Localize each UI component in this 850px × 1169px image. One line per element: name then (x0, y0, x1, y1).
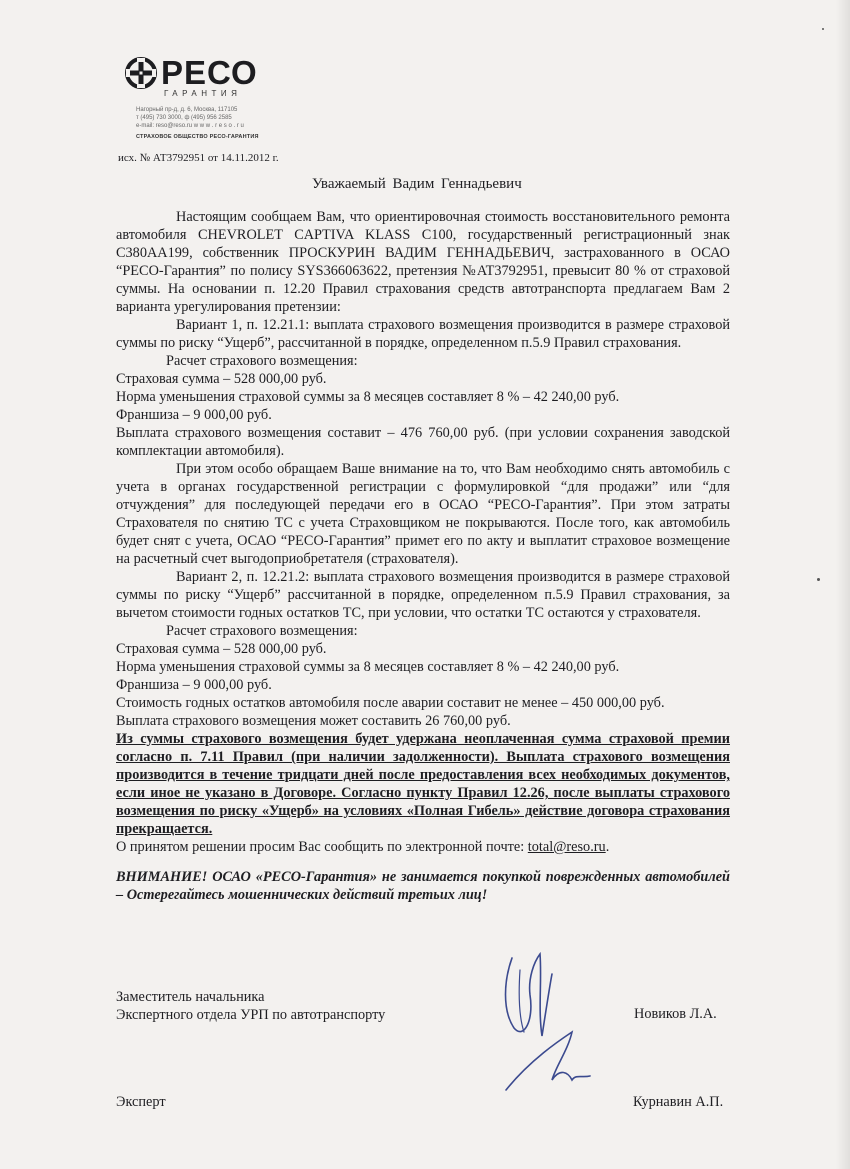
brand-name: РЕСО (161, 54, 258, 91)
paragraph-variant-2: Вариант 2, п. 12.21.2: выплата страхового возмещения производится в размере страховой суммы по риску “Ущерб” рассчитанной в порядке, определенном п.5.9 Правил страхования, за вычетом стоимости годных остатков ТС, при условии, что остатки ТС остаются у страхователя. (116, 569, 730, 621)
payout-2: Выплата страхового возмещения может составить 26 760,00 руб. (116, 713, 511, 729)
email-line-text: О принятом решении просим Вас сообщить по электронной почте: (116, 839, 528, 855)
reduction-1: Норма уменьшения страховой суммы за 8 месяцев составляет 8 % – 42 240,00 руб. (116, 389, 620, 405)
reso-cross-logo-icon (124, 56, 158, 90)
contact-phone: т (495) 730 3000, ф (495) 956 2585 (136, 115, 232, 121)
salvage-value: Стоимость годных остатков автомобиля после аварии составит не менее – 450 000,00 руб. (116, 695, 665, 711)
contacts (136, 106, 264, 130)
letterhead (124, 56, 264, 140)
scan-edge-shadow (836, 0, 850, 1169)
deputy-name: Новиков Л.А. (634, 1006, 717, 1022)
expert-title: Эксперт (116, 1094, 166, 1110)
scan-speck (822, 28, 824, 30)
email-line (116, 838, 730, 856)
calc-heading-2: Расчет страхового возмещения: (166, 623, 358, 639)
email-line-end: . (605, 839, 610, 855)
logo-row (124, 56, 264, 90)
calc-heading-1: Расчет страхового возмещения: (166, 353, 358, 369)
insured-sum-2: Страховая сумма – 528 000,00 руб. (116, 641, 327, 657)
email-link[interactable]: total@reso.ru (527, 839, 606, 855)
payout-1: Выплата страхового возмещения составит – 476 760,00 руб. (при условии сохранения заводской комплектации автомобиля). (116, 425, 730, 459)
paragraph-variant-1: Вариант 1, п. 12.21.1: выплата страхового возмещения производится в размере страховой суммы по риску “Ущерб”, рассчитанной в порядке, определенном п.5.9 Правил страхования. (116, 317, 730, 351)
deductible-1: Франшиза – 9 000,00 руб. (116, 407, 272, 423)
paragraph-deregistration: При этом особо обращаем Ваше внимание на то, что Вам необходимо снять автомобиль с учета в органах государственной регистрации с формулировкой “для продажи” или “для отчуждения” для последующей передачи его в ОСАО “РЕСО-Гарантия”. При этом затраты Страхователя по снятию ТС с учета Страховщиком не покрываются. После того, как автомобиль будет снят с учета, ОСАО “РЕСО-Гарантия” примет его по акту и выплатит страховое возмещение на расчетный счет выгодоприобретателя (страхователя). (116, 461, 730, 567)
brand-subtitle: ГАРАНТИЯ (164, 89, 242, 98)
deductible-2: Франшиза – 9 000,00 руб. (116, 677, 272, 693)
company-name: СТРАХОВОЕ ОБЩЕСТВО РЕСО-ГАРАНТИЯ (136, 134, 259, 140)
handwritten-signature (490, 940, 600, 1100)
bold-notice: Из суммы страхового возмещения будет удержана неоплаченная сумма страховой премии согласно п. 7.11 Правил (при наличии задолженности). Выплата страхового возмещения производится в течение тридцати дней после предоставления всех необходимых документов, если иное не указано в Договоре. Согласно пункту Правил 12.26, после выплаты страхового возмещения по риску «Ущерб» на условиях «Полная Гибель» действие договора страхования прекращается. (116, 731, 730, 837)
paragraph-intro: Настоящим сообщаем Вам, что ориентировочная стоимость восстановительного ремонта автомобиля CHEVROLET CAPTIVA KLASS C100, государственный регистрационный знак С380АА199, собственник ПРОСКУРИН ВАДИМ ГЕННАДЬЕВИЧ, застрахованного в ОСАО “РЕСО-Гарантия” по полису SYS366063622, претензия №AT3792951, превысит 80 % от страховой суммы. На основании п. 12.20 Правил страхования средств автотранспорта предлагаем Вам 2 варианта урегулирования претензии: (116, 209, 730, 315)
attention-warning: ВНИМАНИЕ! ОСАО «РЕСО-Гарантия» не занимается покупкой поврежденных автомобилей – Остерегайтесь мошеннических действий третьих лиц! (116, 869, 730, 903)
reduction-2: Норма уменьшения страховой суммы за 8 месяцев составляет 8 % – 42 240,00 руб. (116, 659, 620, 675)
reference-number: исх. № АТ3792951 от 14.11.2012 г. (118, 152, 279, 164)
letter-body (116, 208, 730, 904)
salutation: Уважаемый Вадим Геннадьевич (312, 176, 522, 192)
deputy-signatory (116, 988, 385, 1024)
deputy-title-line-1: Заместитель начальника (116, 989, 265, 1005)
scan-speck (817, 578, 820, 581)
contact-web: e-mail: reso@reso.ru w w w . r e s o . r u (136, 123, 244, 129)
expert-name: Курнавин А.П. (633, 1094, 724, 1110)
insured-sum-1: Страховая сумма – 528 000,00 руб. (116, 371, 327, 387)
deputy-title-line-2: Экспертного отдела УРП по автотранспорту (116, 1007, 386, 1023)
contact-address: Нагорный пр-д, д. 6, Москва, 117105 (136, 107, 238, 113)
